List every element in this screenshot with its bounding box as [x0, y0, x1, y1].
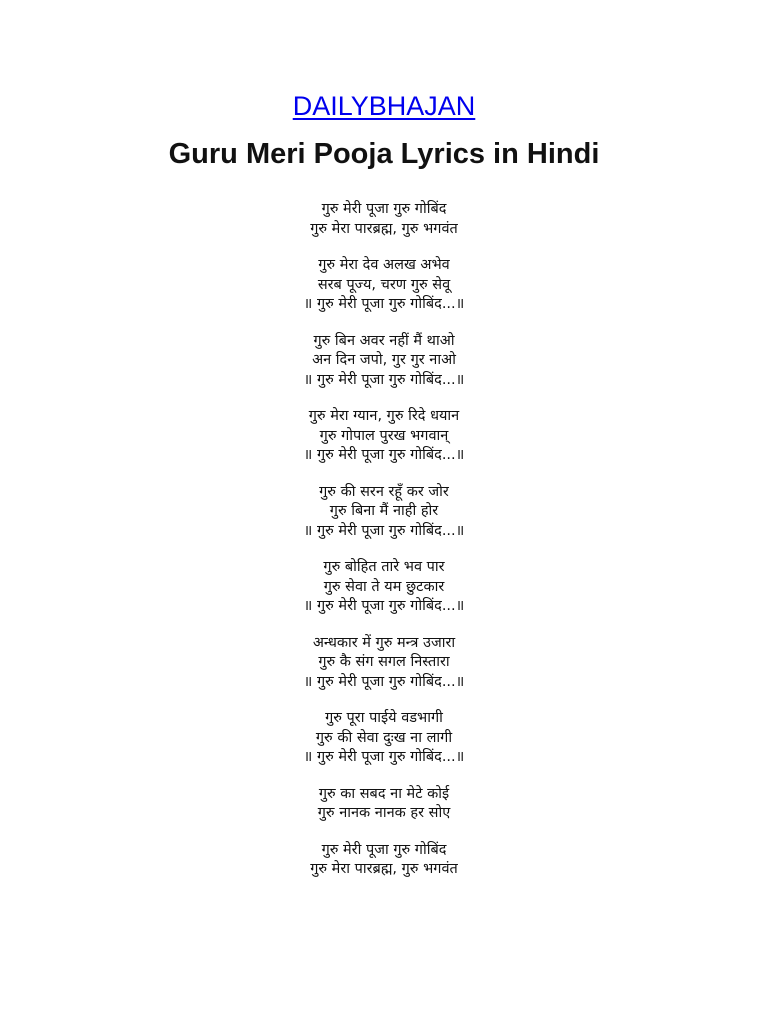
lyric-line: गुरु गोपाल पुरख भगवान् [319, 427, 449, 444]
lyric-line: गुरु पूरा पाईये वडभागी [325, 710, 443, 726]
lyric-line: गुरु मेरी पूजा गुरु गोबिंद [321, 841, 447, 858]
site-link[interactable]: DAILYBHAJAN [292, 91, 476, 121]
refrain-line: ॥ गुरु मेरी पूजा गुरु गोबिंद...॥ [303, 371, 465, 388]
lyric-line: गुरु बिना मैं नाही होर [329, 503, 439, 519]
lyric-line: गुरु नानक नानक हर सोए [317, 805, 451, 821]
stanza [0, 634, 768, 693]
lyric-line: अन दिन जपो, गुर गुर नाओ [312, 352, 456, 368]
stanza [0, 841, 768, 880]
refrain-line: ॥ गुरु मेरी पूजा गुरु गोबिंद...॥ [303, 447, 465, 463]
refrain-line: ॥ गुरु मेरी पूजा गुरु गोबिंद...॥ [303, 749, 465, 765]
lyric-line: सरब पूज्य, चरण गुरु सेवू [317, 276, 451, 293]
stanza [0, 709, 768, 768]
stanza [0, 785, 768, 824]
lyric-line: गुरु मेरा पारब्रह्म, गुरु भगवंत [310, 861, 458, 877]
page-title: Guru Meri Pooja Lyrics in Hindi [168, 138, 600, 170]
stanza [0, 256, 768, 315]
lyrics-body [0, 200, 768, 880]
lyric-line: गुरु बोहित तारे भव पार [323, 559, 445, 575]
stanza [0, 200, 768, 239]
lyric-line: गुरु मेरा पारब्रह्म, गुरु भगवंत [310, 220, 458, 237]
stanza [0, 483, 768, 542]
lyric-line: गुरु की सरन रहूँ कर जोर [319, 483, 449, 500]
refrain-line: ॥ गुरु मेरी पूजा गुरु गोबिंद...॥ [303, 522, 465, 539]
refrain-line: ॥ गुरु मेरी पूजा गुरु गोबिंद...॥ [303, 673, 465, 690]
lyric-line: गुरु की सेवा दुःख ना लागी [315, 729, 453, 746]
lyric-line: गुरु मेरी पूजा गुरु गोबिंद [321, 201, 447, 217]
lyric-line: गुरु का सबद ना मेटे कोई [318, 785, 450, 802]
refrain-line: ॥ गुरु मेरी पूजा गुरु गोबिंद...॥ [303, 598, 465, 614]
lyric-line: गुरु मेरा देव अलख अभेव [318, 257, 450, 273]
lyric-line: अन्धकार में गुरु मन्त्र उजारा [312, 634, 456, 651]
stanza [0, 407, 768, 466]
lyric-line: गुरु मेरा ग्यान, गुरु रिदे धयान [308, 408, 460, 424]
refrain-line: ॥ गुरु मेरी पूजा गुरु गोबिंद...॥ [303, 296, 465, 312]
stanza [0, 332, 768, 391]
lyric-line: गुरु बिन अवर नहीं मैं थाओ [313, 332, 455, 349]
lyric-line: गुरु सेवा ते यम छुटकार [323, 578, 445, 595]
stanza [0, 558, 768, 617]
lyric-line: गुरु कै संग सगल निस्तारा [318, 654, 450, 670]
